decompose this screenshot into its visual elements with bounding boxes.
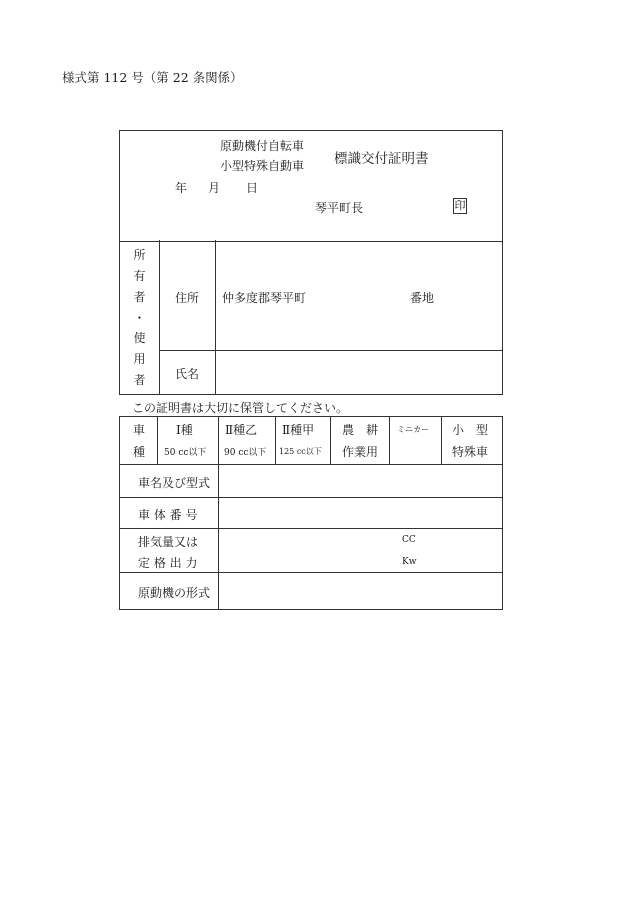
category-sub: 50 cc以下 <box>164 448 207 458</box>
col-divider <box>441 417 442 464</box>
category-sub: 125 cc以下 <box>279 447 322 456</box>
date-day: 日 <box>246 181 259 195</box>
owner-label-char: ・ <box>133 310 146 325</box>
category-sub: 90 cc以下 <box>224 448 267 458</box>
vehicle-type-small-special: 小型特殊自動車 <box>220 159 305 173</box>
unit-kw: Kw <box>402 557 417 567</box>
owner-user-label <box>120 240 159 394</box>
certificate-header <box>119 130 503 242</box>
vehicle-type-label: 車 <box>133 423 146 437</box>
category-name: Ⅱ種乙 <box>225 423 258 437</box>
col-divider <box>389 417 390 464</box>
issuer-name: 琴平町長 <box>315 201 364 215</box>
category-sub: 特殊車 <box>452 445 489 459</box>
rated-output-label: 定 格 出 力 <box>138 556 198 570</box>
owner-label-char: 用 <box>133 352 146 367</box>
storage-note: この証明書は大切に保管してください。 <box>132 401 349 415</box>
form-number: 様式第 112 号（第 22 条関係） <box>62 70 243 85</box>
chassis-number-label: 車 体 番 号 <box>138 508 198 522</box>
address-suffix: 番地 <box>410 291 435 305</box>
col-divider <box>330 417 331 464</box>
owner-label-char: 者 <box>133 373 146 388</box>
owner-label-char: 者 <box>133 289 146 304</box>
owner-label-char: 有 <box>133 268 146 283</box>
date-month: 月 <box>208 181 221 195</box>
owner-label-char: 所 <box>133 247 146 262</box>
category-name: 農 耕 <box>342 423 379 437</box>
engine-type-field[interactable] <box>219 573 502 609</box>
owner-label-char: 使 <box>133 331 146 346</box>
category-name: 小 型 <box>452 423 489 437</box>
seal-mark: 印 <box>454 199 466 212</box>
category-name: Ⅰ種 <box>176 423 193 437</box>
displacement-label: 排気量又は <box>138 535 199 549</box>
divider <box>159 240 160 394</box>
vehicle-table <box>119 416 503 610</box>
vehicle-type-label: 種 <box>133 445 146 459</box>
certificate-title: 標識交付証明書 <box>334 151 429 167</box>
engine-type-label: 原動機の形式 <box>138 586 211 600</box>
col-divider <box>157 417 158 464</box>
category-name: Ⅱ種甲 <box>282 423 315 437</box>
name-field[interactable] <box>216 351 502 394</box>
category-sub: 作業用 <box>342 445 379 459</box>
address-value[interactable]: 仲多度郡琴平町 <box>222 291 307 305</box>
name-label: 氏名 <box>175 367 200 381</box>
address-label: 住所 <box>175 291 200 305</box>
chassis-number-field[interactable] <box>219 498 502 528</box>
date-year: 年 <box>175 181 188 195</box>
vehicle-type-moped: 原動機付自転車 <box>220 139 305 153</box>
displacement-field[interactable] <box>219 529 389 572</box>
unit-cc: CC <box>402 535 416 545</box>
model-field[interactable] <box>219 465 502 497</box>
category-name: ミニカー <box>397 425 429 434</box>
owner-section <box>119 240 503 395</box>
col-divider <box>275 417 276 464</box>
model-label: 車名及び型式 <box>138 476 211 490</box>
